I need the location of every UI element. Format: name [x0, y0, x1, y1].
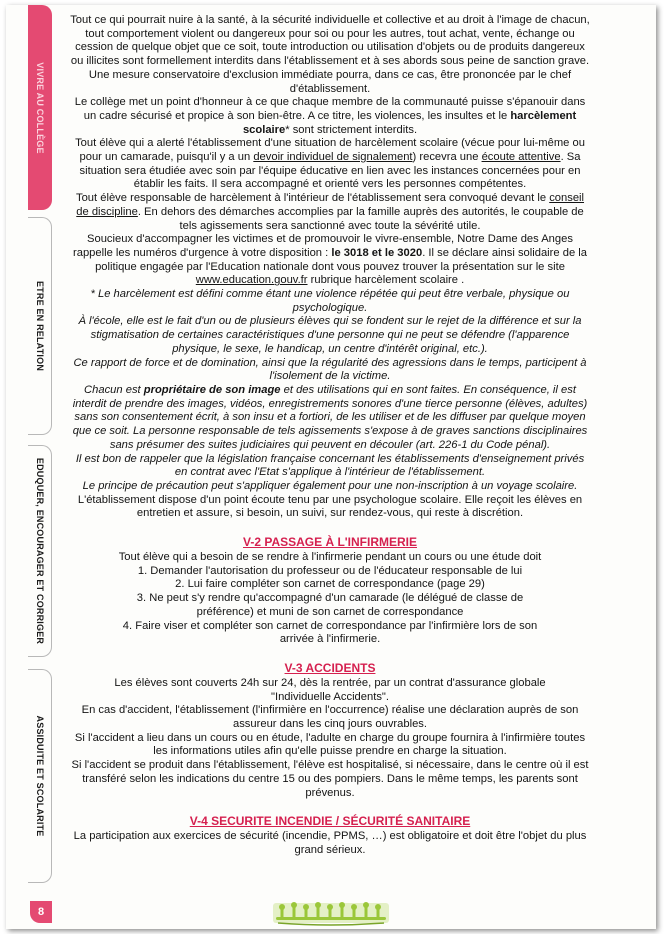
- intro-paragraph-3: Tout élève qui a alerté l'établissement d'une situation de harcèlement scolaire (vécue pour lui-même ou pour un camarade, puisqu'il y a un devoir individuel de signalement) recevra une écoute attentive. Sa situation sera étudiée avec soin par l'équipe éducative en lien avec les instances concernées pour en établir les faits. Il sera accompagné et orienté vers les personnes compétentes.: [75, 137, 585, 191]
- tab-label: VIVRE AU COLLÈGE: [35, 61, 45, 154]
- note-legislation: Il est bon de rappeler que la législation française concernant les établissements d'enseignement privés en contrat avec l'Etat s'applique à l'intérieur de l'établissement.: [75, 452, 585, 479]
- document-page: [6, 5, 656, 929]
- psychologist-paragraph: L'établissement dispose d'un point écoute tenu par une psychologue scolaire. Elle reçoit les élèves en entretien et assure, si besoin, un suivi, sur rendez-vous, qui reste à discrétion.: [77, 493, 583, 520]
- tab-assiduite[interactable]: [28, 669, 52, 883]
- accidents-paragraph-1: Les élèves sont couverts 24h sur 24, dès la rentrée, par un contrat d'assurance globale "Individuelle Accidents".: [114, 676, 546, 703]
- securite-paragraph-1: La participation aux exercices de sécurité (incendie, PPMS, …) est obligatoire et doit être l'objet du plus grand sérieux.: [73, 830, 587, 856]
- infirmerie-intro: Tout élève qui a besoin de se rendre à l'infirmerie pendant un cours ou une étude doit: [118, 551, 542, 564]
- main-text: [70, 14, 590, 858]
- accidents-paragraph-4: Si l'accident se produit dans l'établissement, l'élève est hospitalisé, si nécessaire, dans le centre où il est transféré selon les indications du centre 15 ou des pompiers. Dans le même temps, les parents sont prévenus.: [71, 759, 589, 799]
- list-item: 3. Ne peut s'y rendre qu'accompagné d'un camarade (le délégué de classe de préférence) et muni de son carnet de correspondance: [136, 592, 524, 618]
- tab-eduquer[interactable]: [28, 445, 52, 657]
- tab-label: ASSIDUITE ET SCOLARITE: [34, 715, 45, 837]
- intro-paragraph-2: Le collège met un point d'honneur à ce que chaque membre de la communauté puisse s'épanouir dans un cadre sécurisé et propice à son bien-être. A ce titre, les violences, les insultes et le harcèlement scolaire* sont strictement interdits.: [74, 96, 586, 136]
- tab-vivre-au-college[interactable]: [28, 5, 52, 210]
- intro-paragraph-4: Tout élève responsable de harcèlement à l'intérieur de l'établissement sera convoqué devant le conseil de discipline. En dehors des démarches accomplies par la famille auprès des autorités, le coupable de tels agissements sera sanctionné avec toute la sévérité utile.: [75, 192, 585, 232]
- accidents-paragraph-2: En cas d'accident, l'établissement (l'infirmière en l'occurrence) réalise une déclaration auprès de son assureur dans les cinq jours ouvrables.: [81, 704, 579, 731]
- tab-etre-en-relation[interactable]: [28, 217, 52, 435]
- intro-paragraph-1: Tout ce qui pourrait nuire à la santé, à la sécurité individuelle et collective et au droit à l'image de chacun, tout comportement violent ou dangereux pour soi ou pour les autres, tout achat, vente, échange ou cession de quelque objet que ce soit, toute introduction ou utilisation d'objets ou de produits dangereux ou illicites sont formellement interdits dans l'établissement et à ses abords sous peine de sanction grave. Une mesure conservatoire d'exclusion immédiate pourra, dans ce cas, être prononcée par le chef d'établissement.: [70, 14, 590, 95]
- tab-label: EDUQUER, ENCOURAGER ET CORRIGER: [34, 457, 45, 645]
- section-title-infirmerie: V-2 PASSAGE À L'INFIRMERIE: [243, 535, 417, 550]
- list-item: 1. Demander l'autorisation du professeur ou de l'éducateur responsable de lui: [137, 564, 523, 577]
- harassment-note: [70, 288, 590, 494]
- section-title-accidents: V-3 ACCIDENTS: [284, 660, 376, 675]
- note-definition: * Le harcèlement est défini comme étant une violence répétée qui peut être verbale, physique ou psychologique.: [90, 288, 570, 314]
- infirmerie-steps: [70, 565, 590, 647]
- page-number: 8: [30, 901, 52, 923]
- accidents-paragraph-3: Si l'accident a lieu dans un cours ou en étude, l'adulte en charge du groupe fournira à l'infirmière toutes les informations utiles afin qu'elle puisse prendre en charge la situation.: [74, 731, 586, 758]
- tab-label: ETRE EN RELATION: [34, 280, 45, 372]
- education-link[interactable]: www.education.gouv.fr: [195, 274, 308, 287]
- list-item: 4. Faire viser et compléter son carnet de correspondance par l'infirmière lors de son arrivée à l'infirmerie.: [122, 619, 538, 646]
- eco-label-logo: [272, 897, 390, 927]
- intro-paragraph-5: Soucieux d'accompagner les victimes et de promouvoir le vivre-ensemble, Notre Dame des Anges rappelle les numéros d'urgence à votre disposition : le 3018 et le 3020. Il se déclare ainsi solidaire de la politique engagée par l'Education nationale dont vous pouvez trouver la présentation sur le site www.education.gouv.fr rubrique harcèlement scolaire .: [73, 233, 587, 287]
- note-precaution: Le principe de précaution peut s'appliquer également pour une non-inscription à un voyage scolaire.: [82, 479, 578, 492]
- note-school: À l'école, elle est le fait d'un ou de plusieurs élèves qui se fondent sur le rejet de la différence et sur la stigmatisation de certaines caractéristiques d'une personne qui ne peut se défendre (l'apparence physique, le sexe, le handicap, un centre d'intérêt original, etc.).: [78, 315, 582, 355]
- note-domination: Ce rapport de force et de domination, ainsi que la régularité des agressions dans le temps, participent à l'isolement de la victime.: [73, 356, 587, 383]
- section-tabs: [28, 5, 52, 929]
- list-item: 2. Lui faire compléter son carnet de correspondance (page 29): [175, 578, 485, 591]
- section-title-securite: V-4 SECURITE INCENDIE / SÉCURITÉ SANITAIRE: [189, 814, 471, 829]
- note-image-rights: Chacun est propriétaire de son image et des utilisations qui en sont faites. En conséquence, il est interdit de prendre des images, vidéos, enregistrements sonores d'une tierce personne (élèves, adultes) sans son consentement écrit, à son insu et a fortiori, de les utiliser et de les diffuser par quelque moyen que ce soit. La personne responsable de tels agissements s'expose à de graves sanctions disciplinaires sans présumer des suites judiciaires qui peuvent en découler (art. 226-1 du Code pénal).: [72, 383, 588, 451]
